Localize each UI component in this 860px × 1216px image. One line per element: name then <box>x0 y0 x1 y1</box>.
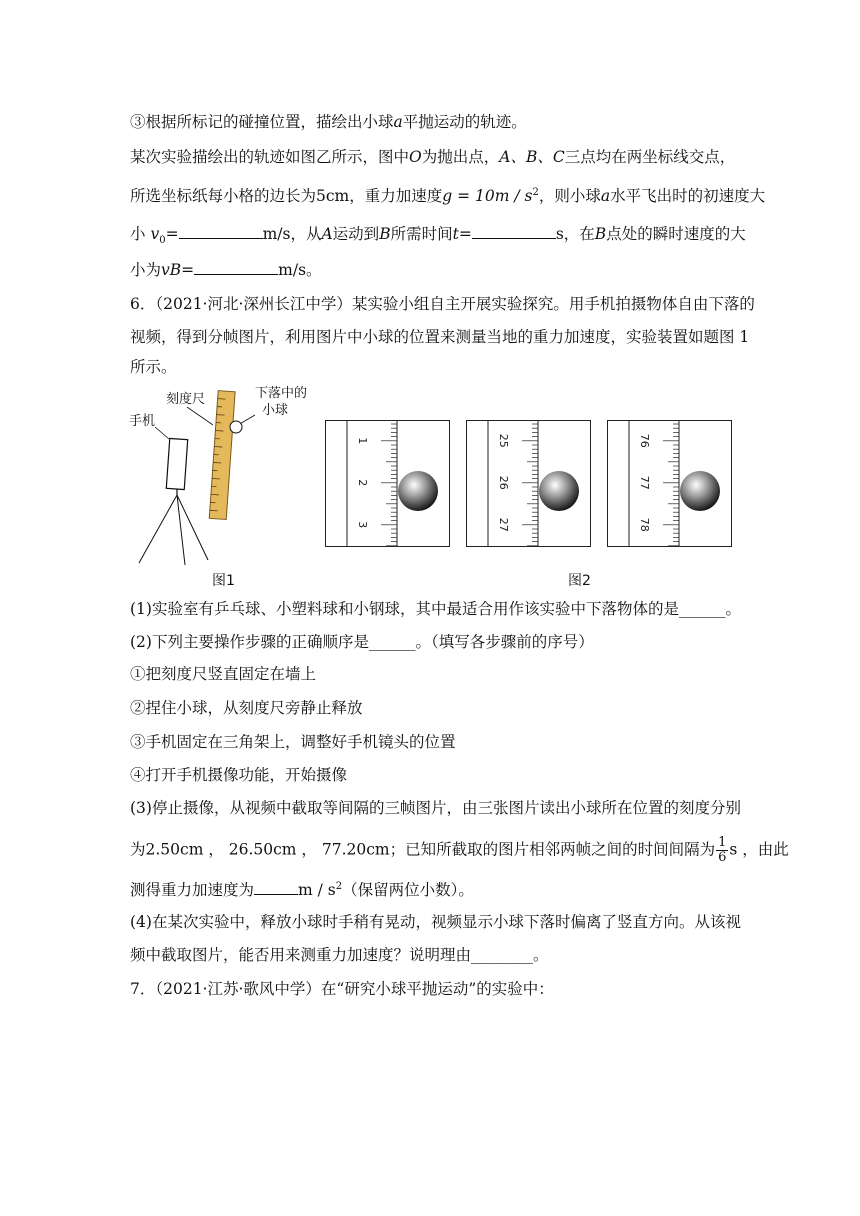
sub-question-4-line-1: (4)在某次实验中，释放小球时手稍有晃动，视频显示小球下落时偏离了竖直方向。从该视 <box>130 913 741 931</box>
paragraph-trajectory-4 <box>130 258 740 281</box>
text: 三点均在两坐标线交点， <box>564 148 736 166</box>
text: ，则小球 <box>538 187 601 206</box>
paragraph-step3 <box>130 111 740 133</box>
sub-question-2: (2)下列主要操作步骤的正确顺序是______。（填写各步骤前的序号） <box>130 633 594 651</box>
var-O: O <box>409 148 422 166</box>
question-6-line-1: 6．（2021·河北·深州长江中学）某实验小组自主开展实验探究。用手机拍摄物体自由下落的 <box>130 295 755 313</box>
text: 测得重力加速度为 <box>130 881 255 900</box>
text: 平抛运动的轨迹。 <box>402 113 527 131</box>
text: = <box>181 261 195 279</box>
figure-1-apparatus <box>125 385 315 570</box>
text: 小 <box>130 225 146 243</box>
falling-ball <box>230 421 242 433</box>
ball <box>539 471 579 511</box>
answer-blank-t[interactable] <box>472 222 556 239</box>
formula-g: g = 10m / s <box>442 187 533 206</box>
leader-line <box>155 427 169 439</box>
text: 运动到 <box>332 225 380 243</box>
numerator: 1 <box>718 835 727 850</box>
sub-question-1: (1)实验室有乒乓球、小塑料球和小钢球，其中最适合用作该实验中下落物体的是______。 <box>130 600 741 618</box>
question-6-line-2: 视频，得到分帧图片，利用图片中小球的位置来测量当地的重力加速度，实验装置如题图 1 <box>130 328 750 346</box>
denominator: 6 <box>718 850 727 865</box>
text: m/s。 <box>278 261 322 279</box>
ruler-tick-label: 78 <box>638 517 651 532</box>
var-A: A <box>321 225 333 243</box>
ruler <box>209 391 235 520</box>
text: （保留两位小数）。 <box>342 881 474 900</box>
var-t: t <box>452 225 459 243</box>
var-v0: v <box>150 225 160 243</box>
step-4: ④打开手机摄像功能，开始摄像 <box>130 766 348 784</box>
paragraph-trajectory-1 <box>130 146 740 168</box>
answer-blank-g[interactable] <box>254 878 298 895</box>
sub-question-3-line-3: 测得重力加速度为 m / $s^2$（保留两位小数）。 <box>130 876 740 901</box>
video-frame <box>326 420 450 547</box>
question-6-line-3: 所示。 <box>130 358 177 376</box>
var-ABC: A、B、C <box>499 148 565 166</box>
sub-question-3-line-1: (3)停止摄像，从视频中截取等间隔的三帧图片，由三张图片读出小球所在位置的刻度分别 <box>130 799 741 817</box>
step-1: ①把刻度尺竖直固定在墙上 <box>130 665 317 683</box>
label-phone: 手机 <box>129 414 156 429</box>
subscript: 0 <box>159 235 166 247</box>
figure-2-frames <box>325 420 735 550</box>
ruler-tick-label: 2 <box>356 479 369 487</box>
sub-question-3-line-2 <box>130 835 789 865</box>
text: 水平飞出时的初速度大 <box>610 187 766 206</box>
text: ③根据所标记的碰撞位置，描绘出小球 <box>130 113 394 131</box>
paragraph-trajectory-3 <box>130 222 746 252</box>
text: 为2.50cm ， 26.50cm ， 77.20cm；已知所截取的图片相邻两帧之间的时间间隔为 <box>130 840 716 859</box>
tripod-leg <box>177 495 185 565</box>
ruler-tick-label: 1 <box>356 437 369 445</box>
step-2: ②捏住小球，从刻度尺旁静止释放 <box>130 699 363 717</box>
ruler-tick-label: 76 <box>638 433 651 448</box>
unit: m / s <box>298 881 336 900</box>
leader-line <box>187 407 213 425</box>
text: = <box>458 225 472 243</box>
text: s ，由此 <box>729 840 789 859</box>
sub-question-4-line-2: 频中截取图片，能否用来测重力加速度？说明理由________。 <box>130 946 549 964</box>
label-ruler: 刻度尺 <box>166 392 206 407</box>
step-3: ③手机固定在三角架上，调整好手机镜头的位置 <box>130 733 456 751</box>
tripod-leg <box>177 495 208 560</box>
phone <box>166 438 187 489</box>
figure-1-caption: 图1 <box>212 573 235 589</box>
text: m/s，从 <box>262 225 322 243</box>
video-frame <box>467 420 591 547</box>
var-vB: vB <box>161 261 182 279</box>
ruler-tick-label: 25 <box>497 433 510 448</box>
var-B: B <box>379 225 391 243</box>
answer-blank-v0[interactable] <box>179 222 263 239</box>
ball <box>398 471 438 511</box>
text: 小为 <box>130 261 162 279</box>
text: 某次实验描绘出的轨迹如图乙所示，图中 <box>130 148 410 166</box>
ball <box>680 471 720 511</box>
ruler-tick-label: 27 <box>497 517 510 532</box>
label-ball-2: 小球 <box>262 403 289 418</box>
ruler-tick-label: 26 <box>497 475 510 490</box>
text: 所选坐标纸每小格的边长为5cm，重力加速度 <box>130 187 443 206</box>
tripod-leg <box>139 495 177 563</box>
text: 为抛出点， <box>421 148 500 166</box>
var-B: B <box>594 225 607 243</box>
text: 点处的瞬时速度的大 <box>606 225 746 243</box>
var-a: a <box>600 187 611 206</box>
text: s，在 <box>555 225 595 243</box>
ruler-tick-label: 77 <box>638 475 651 490</box>
question-7: 7．（2021·江苏·歌风中学）在“研究小球平抛运动”的实验中： <box>130 980 554 998</box>
ruler-tick-label: 3 <box>356 521 369 529</box>
paragraph-trajectory-2: 所选坐标纸每小格的边长为5cm，重力加速度$g = 10m / s^2$，则小球a水平飞出时的初速度大 <box>130 187 766 206</box>
figure-2-caption: 图2 <box>568 573 591 589</box>
var-a: a <box>393 113 403 131</box>
fraction <box>716 836 728 865</box>
text: 所需时间 <box>390 225 453 243</box>
label-ball-1: 下落中的 <box>255 386 308 401</box>
text: = <box>165 225 179 243</box>
answer-blank-vB[interactable] <box>194 258 278 275</box>
video-frame <box>608 420 732 547</box>
